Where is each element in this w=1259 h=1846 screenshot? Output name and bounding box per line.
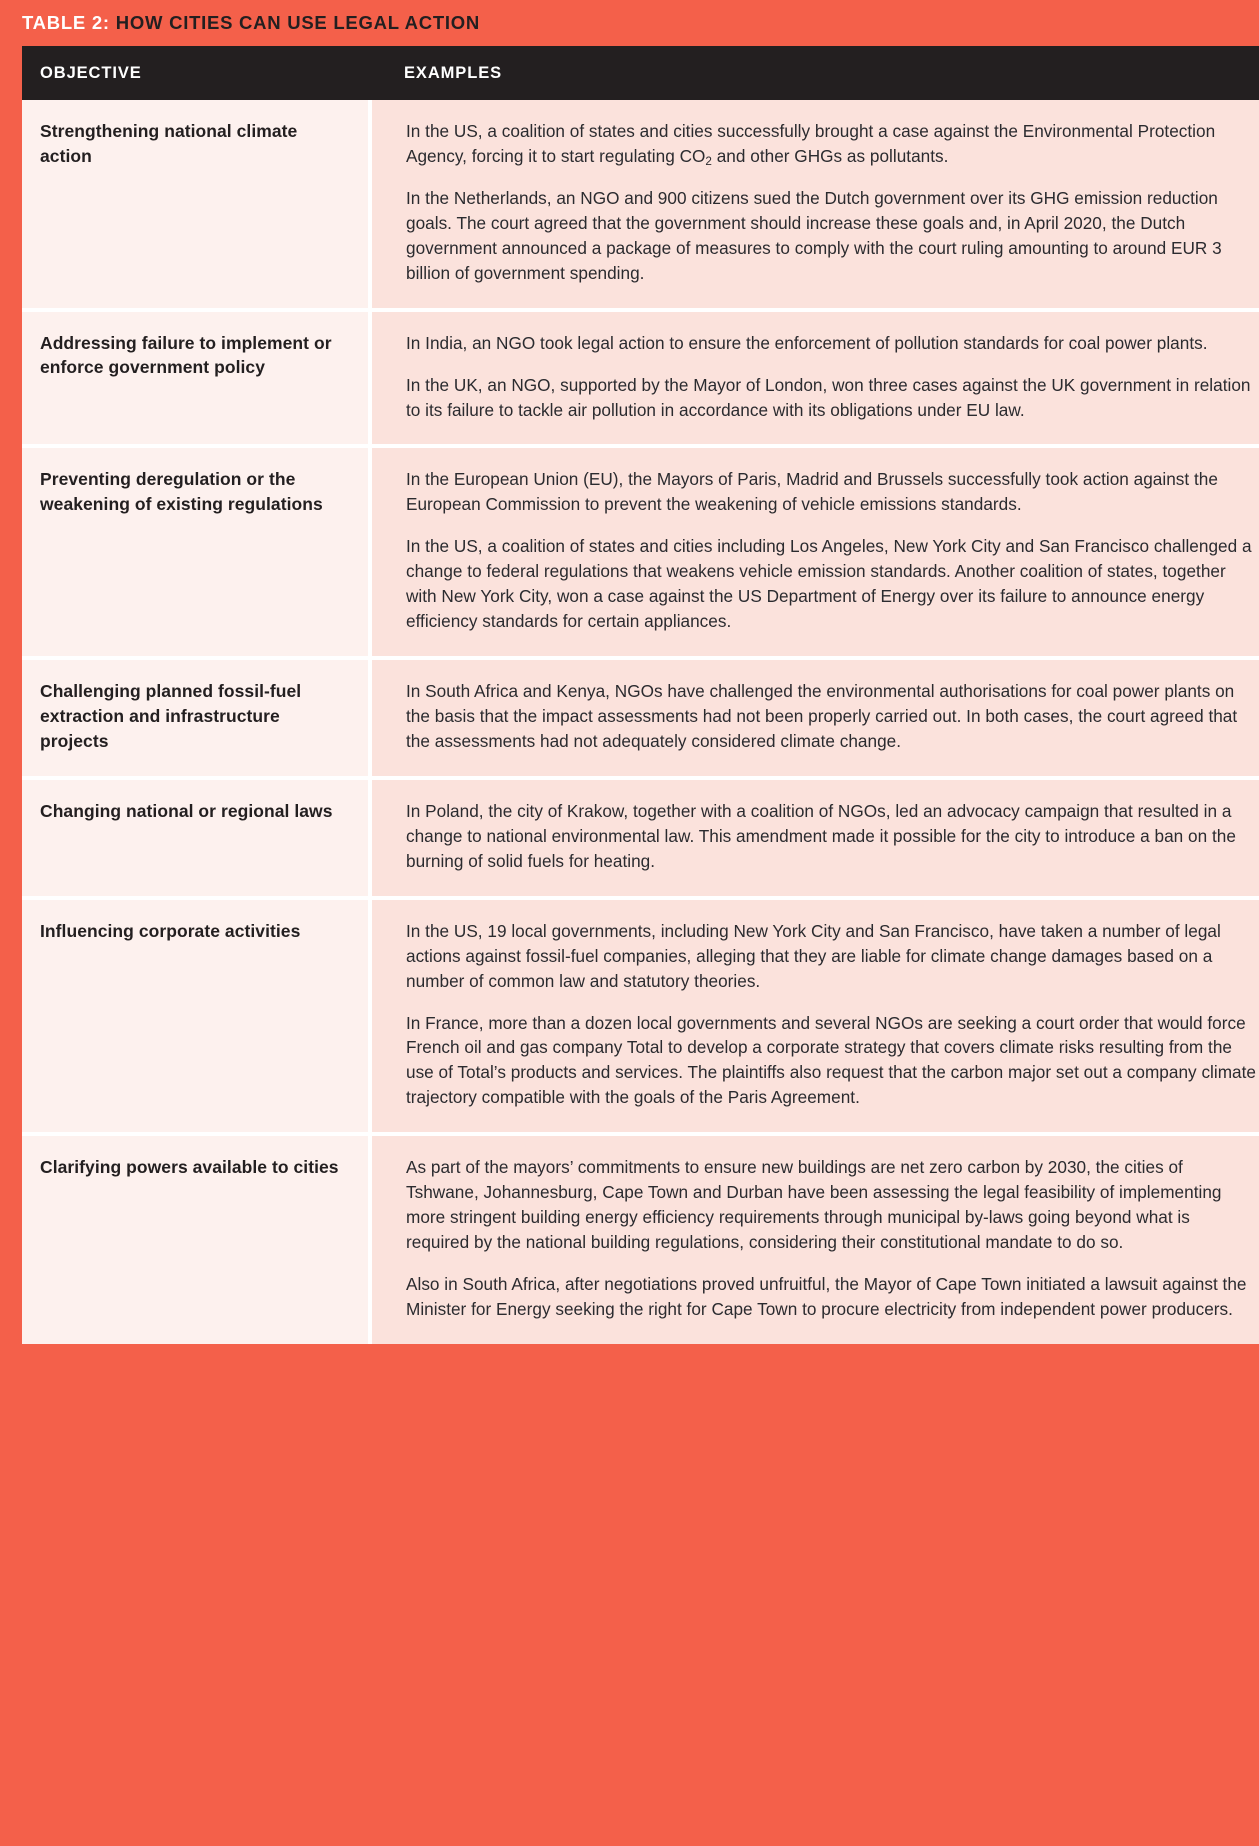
objective-text: Influencing corporate activities [40, 920, 301, 941]
objective-cell [22, 778, 370, 898]
objective-cell [22, 100, 370, 310]
objective-text: Addressing failure to implement or enforce government policy [40, 332, 332, 378]
objective-text: Changing national or regional laws [40, 800, 333, 821]
legal-action-table [22, 46, 1259, 1344]
table-row [22, 310, 1259, 447]
column-header-objective: OBJECTIVE [22, 46, 370, 100]
table-title [22, 0, 1237, 46]
examples-cell [370, 898, 1259, 1135]
examples-cell [370, 658, 1259, 778]
objective-cell [22, 898, 370, 1135]
objective-text: Preventing deregulation or the weakening of existing regulations [40, 469, 323, 515]
objective-cell [22, 658, 370, 778]
objective-cell [22, 1134, 370, 1344]
objective-text: Strengthening national climate action [40, 121, 298, 166]
column-header-examples: EXAMPLES [370, 46, 1259, 100]
example-text-before-subscript: In the US, a coalition of states and cities successfully brought a case against the Environmental Protection Agency, forcing it to start regulating CO [406, 121, 1216, 166]
example-paragraph: In the UK, an NGO, supported by the Mayor of London, won three cases against the UK government in relation to its failure to tackle air pollution in accordance with its obligations under EU law. [406, 374, 1251, 420]
table-row [22, 658, 1259, 778]
table-row [22, 100, 1259, 310]
subscript-digit: 2 [705, 155, 712, 169]
table-row [22, 1134, 1259, 1344]
example-paragraph: In South Africa and Kenya, NGOs have challenged the environmental authorisations for coal power plants on the basis that the impact assessments had not been properly carried out. In both cases, the court agreed that the assessments had not adequately considered climate change. [406, 681, 1238, 751]
examples-cell [370, 1134, 1259, 1344]
table-header-row [22, 46, 1259, 100]
example-paragraph: In Poland, the city of Krakow, together with a coalition of NGOs, led an advocacy campaign that resulted in a change to national environmental law. This amendment made it possible for the city to introduce a ban on the burning of solid fuels for heating. [406, 800, 1236, 871]
table-title-main: HOW CITIES CAN USE LEGAL ACTION [115, 12, 480, 33]
table-head [22, 46, 1259, 100]
table-row [22, 778, 1259, 898]
example-text-after-subscript: and other GHGs as pollutants. [711, 145, 949, 166]
table-body [22, 100, 1259, 1344]
example-paragraph: In India, an NGO took legal action to ensure the enforcement of pollution standards for coal power plants. [406, 332, 1208, 353]
example-paragraph: In France, more than a dozen local governments and several NGOs are seeking a court order that would force French oil and gas company Total to develop a corporate strategy that covers climate risks resulting from the use of Total’s products and services. The plaintiffs also request that the carbon major set out a company climate trajectory compatible with the goals of the Paris Agreement. [406, 1012, 1257, 1108]
table-title-prefix: TABLE 2: [22, 12, 110, 33]
table-row [22, 446, 1259, 658]
example-paragraph: In the US, a coalition of states and cities including Los Angeles, New York City and San Francisco challenged a change to federal regulations that weakens vehicle emission standards. Another coalition of states, together with New York City, won a case against the US Department of Energy over its failure to announce energy efficiency standards for certain appliances. [406, 536, 1252, 632]
objective-text: Challenging planned fossil-fuel extraction and infrastructure projects [40, 681, 302, 751]
example-paragraph: Also in South Africa, after negotiations proved unfruitful, the Mayor of Cape Town initiated a lawsuit against the Minister for Energy seeking the right for Cape Town to procure electricity from independent power producers. [406, 1274, 1247, 1319]
example-paragraph: In the US, 19 local governments, including New York City and San Francisco, have taken a number of legal actions against fossil-fuel companies, alleging that they are liable for climate change damages based on a number of common law and statutory theories. [406, 920, 1221, 991]
example-paragraph: As part of the mayors’ commitments to ensure new buildings are net zero carbon by 2030, the cities of Tshwane, Johannesburg, Cape Town and Durban have been assessing the legal feasibility of implementing more stringent building energy efficiency requirements through municipal by-laws going beyond what is required by the national building regulations, considering their constitutional mandate to do so. [406, 1157, 1222, 1253]
examples-cell [370, 100, 1259, 310]
table-row [22, 898, 1259, 1135]
example-paragraph: In the European Union (EU), the Mayors of Paris, Madrid and Brussels successfully took action against the European Commission to prevent the weakening of vehicle emissions standards. [406, 469, 1218, 515]
example-paragraph [406, 119, 1257, 169]
example-paragraph: In the Netherlands, an NGO and 900 citizens sued the Dutch government over its GHG emission reduction goals. The court agreed that the government should increase these goals and, in April 2020, the Dutch government announced a package of measures to comply with the court ruling amounting to around EUR 3 billion of government spending. [406, 187, 1222, 283]
objective-cell [22, 310, 370, 447]
objective-text: Clarifying powers available to cities [40, 1157, 339, 1178]
examples-cell [370, 778, 1259, 898]
examples-cell [370, 310, 1259, 447]
objective-cell [22, 446, 370, 658]
examples-cell [370, 446, 1259, 658]
